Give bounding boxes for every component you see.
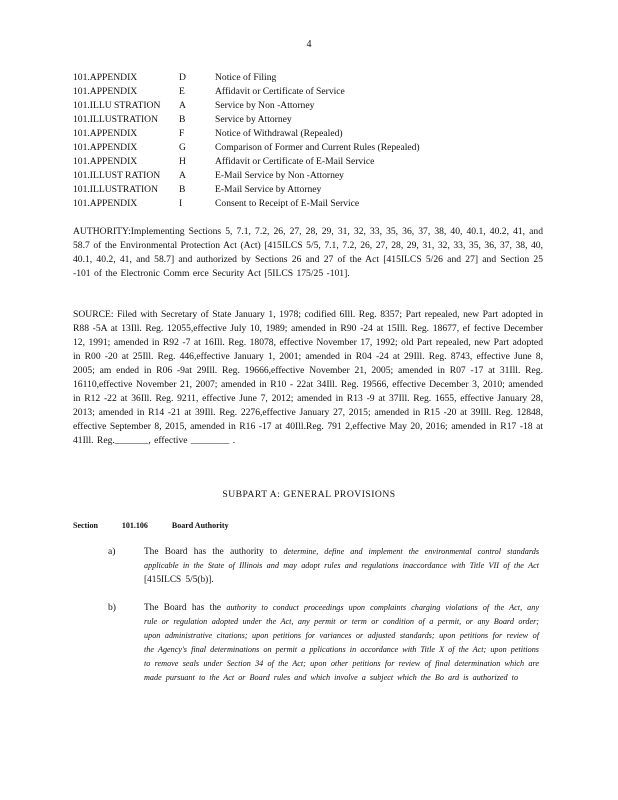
appendix-title: Affidavit or Certificate of E-Mail Service: [215, 156, 375, 167]
appendix-ref: 101.ILLUSTRATION: [73, 114, 159, 125]
appendix-ref: 101.APPENDIX: [73, 72, 138, 83]
appendix-row: [73, 197, 553, 211]
appendix-title: E-Mail Service by Attorney: [215, 184, 322, 195]
source-paragraph: SOURCE: Filed with Secretary of State January 1, 1978; codified 6Ill. Reg. 8357; Part repealed, new Part adopted in R88 -5A at 13Ill. Reg. 12055,effective July 10, 1989; amended in R90 -24 at 15Ill. Reg. 18677, ef fective December 12, 1991; amended in R92 -7 at 16Ill. Reg. 18078, effective November 17, 1992; old Part repealed, new Part adopted in R00 -20 at 25Ill. Reg. 446,effective January 1, 2001; amended in R04 -24 at 29Ill. Reg. 8743, effective June 8, 2005; am ended in R06 -9at 29Ill. Reg. 19666,effective November 21, 2005; amended in R07 -17 at 31Ill. Reg. 16110,effective November 21, 2007; amended in R10 - 22at 34Ill. Reg. 19566, effective December 3, 2010; amended in R12 -22 at 36Ill. Reg. 9211, effective June 7, 2012; amended in R13 -9 at 37Ill. Reg. 1655, effective January 28, 2013; amended in R14 -21 at 39Ill. Reg. 2276,effective January 27, 2015; amended in R15 -20 at 39Ill. Reg. 12848, effective September 8, 2015, amended in R16 -17 at 40Ill.Reg. 791 2,effective May 20, 2016; amended in R17 -18 at 41Ill. Reg._______, effective ________ .: [73, 309, 543, 446]
appendix-row: [73, 127, 553, 141]
appendix-row: [73, 141, 553, 155]
appendix-ref: 101.APPENDIX: [73, 142, 138, 153]
appendix-ref: 101.APPENDIX: [73, 198, 138, 209]
appendix-letter: I: [179, 198, 183, 209]
appendix-letter: B: [179, 184, 186, 195]
appendix-title: Service by Non -Attorney: [215, 100, 315, 111]
section-number: 101.106: [121, 521, 148, 530]
appendix-ref: 101.APPENDIX: [73, 86, 138, 97]
section-title: Board Authority: [171, 521, 229, 530]
appendix-row: [73, 169, 553, 183]
subsection-lead: The Board has the: [144, 603, 221, 613]
appendix-letter: D: [179, 72, 186, 83]
appendix-letter: H: [179, 156, 186, 167]
appendix-letter: A: [179, 170, 186, 181]
appendix-letter: G: [179, 142, 186, 153]
appendix-row: [73, 85, 553, 99]
subsection-tail: [415ILCS 5/5(b)].: [144, 575, 214, 585]
subsection-a: [108, 545, 548, 587]
appendix-row: [73, 155, 553, 169]
appendix-letter: B: [179, 114, 186, 125]
appendix-title: Notice of Withdrawal (Repealed): [215, 128, 343, 139]
appendix-title: Consent to Receipt of E-Mail Service: [215, 198, 360, 209]
subsection-label: b): [108, 602, 116, 613]
appendix-title: Service by Attorney: [215, 114, 292, 125]
appendix-row: [73, 183, 553, 197]
subsection-text: [144, 545, 539, 587]
appendix-title: Notice of Filing: [215, 72, 277, 83]
appendix-title: E-Mail Service by Non -Attorney: [215, 170, 344, 181]
appendix-letter: F: [179, 128, 185, 139]
subsection-b: [108, 601, 548, 685]
appendix-title: Comparison of Former and Current Rules (Repealed): [215, 142, 420, 153]
subsection-lead: The Board has the authority to: [144, 547, 278, 557]
appendix-letter: A: [179, 100, 186, 111]
appendix-ref: 101.ILLUSTRATION: [73, 184, 159, 195]
subsection-italic-text: authority to conduct proceedings upon complaints charging violations of the Act, any rule or regulation adopted under the Act, any permit or term or condition of a permit, or any Board order; upon administrative citations; upon petitions for variances or adjusted standards; upon petitions for review of the Agency's final determinations on permit a pplications in accordance with Title X of the Act; upon petitions to remove seals under Section 34 of the Act; upon other petitions for review of final determination which are made pursuant to the Act or Board rules and which involve a subject which the Bo ard is authorized to: [144, 603, 540, 682]
section-heading: [73, 519, 251, 533]
subsection-text: [144, 601, 539, 685]
appendix-ref: 101.APPENDIX: [73, 156, 138, 167]
authority-paragraph: AUTHORITY:Implementing Sections 5, 7.1, 7.2, 26, 27, 28, 29, 31, 32, 33, 35, 36, 37, 38, 40, 40.1, 40.2, 41, and 58.7 of the Environmental Protection Act (Act) [415ILCS 5/5, 7.1, 7.2, 26, 27, 28, 29, 31, 32, 33, 35, 36, 37, 38, 40, 40.1, 40.2, 41, and 58.7] and authorized by Sections 26 and 27 of the Act [415ILCS 5/26 and 27] and Section 25 -101 of the Electronic Comm erce Security Act [5ILCS 175/25 -101].: [73, 226, 543, 279]
page-number: 4: [306, 39, 312, 50]
subpart-heading: SUBPART A: GENERAL PROVISIONS: [222, 489, 396, 500]
appendix-list: [73, 71, 553, 211]
appendix-row: [73, 71, 553, 85]
appendix-ref: 101.ILLUST RATION: [73, 170, 161, 181]
section-label: Section: [73, 521, 98, 530]
appendix-row: [73, 99, 553, 113]
appendix-ref: 101.ILLU STRATION: [73, 100, 161, 111]
appendix-letter: E: [179, 86, 185, 97]
appendix-row: [73, 113, 553, 127]
subsection-italic-text: determine, define and implement the environmental control standards applicable in the State of Illinois and may adopt rules and regulations inaccordance with Title VII of the Act: [144, 547, 540, 570]
appendix-ref: 101.APPENDIX: [73, 128, 138, 139]
appendix-title: Affidavit or Certificate of Service: [215, 86, 345, 97]
subsection-label: a): [108, 546, 116, 557]
